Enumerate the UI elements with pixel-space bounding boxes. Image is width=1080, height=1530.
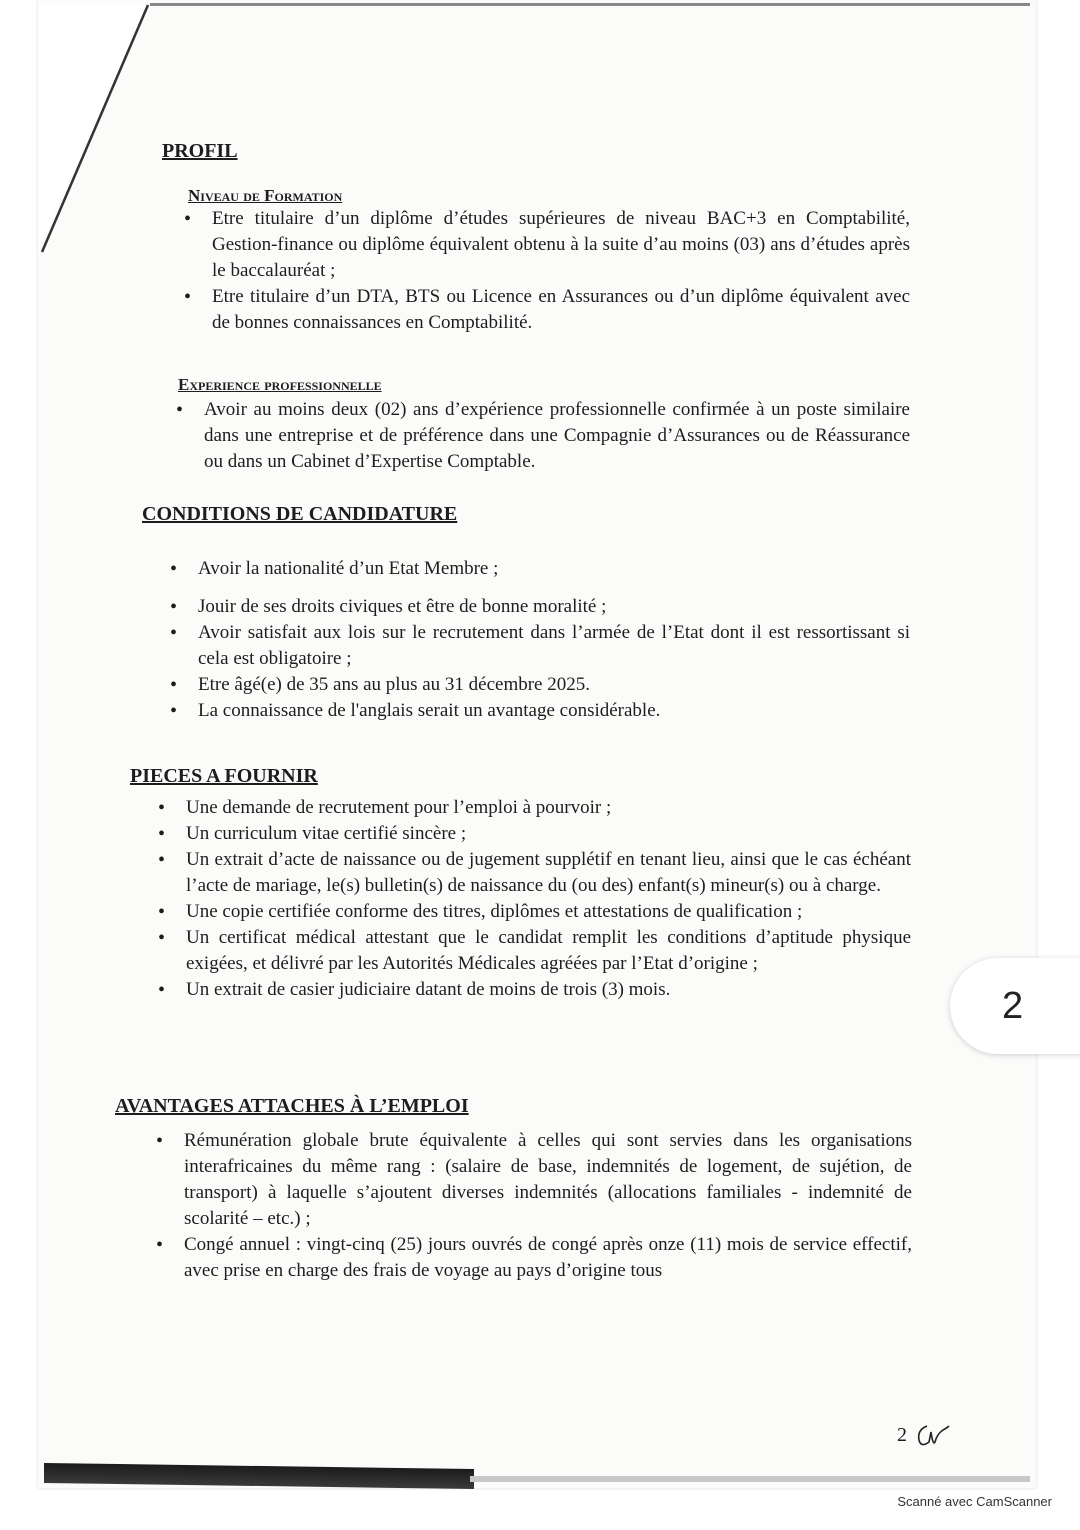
section-title-avantages: AVANTAGES ATTACHES À L’EMPLOI <box>115 1095 469 1117</box>
list-item: • Un extrait de casier judiciaire datant de moins de trois (3) mois. <box>186 977 911 1003</box>
list-item: • Avoir la nationalité d’un Etat Membre ; <box>198 556 910 582</box>
page-indicator-badge[interactable] <box>950 958 1080 1054</box>
subsection-title-niveau: Niveau de Formation <box>188 186 343 205</box>
section-title-pieces: PIECES A FOURNIR <box>130 765 318 787</box>
list-item: • Une copie certifiée conforme des titres, diplômes et attestations de qualification ; <box>186 899 911 925</box>
page-indicator-number: 2 <box>1002 984 1024 1027</box>
page-fold-shadow <box>0 0 160 260</box>
list-item: • Etre titulaire d’un DTA, BTS ou Licence en Assurances ou d’un diplôme équivalent avec de bonnes connaissances en Comptabilité. <box>212 284 910 336</box>
list-item: • Rémunération globale brute équivalente à celles qui sont servies dans les organisations interafricaines du même rang : (salaire de base, indemnités de logement, de sujétion, de transport) à laquelle s’ajoutent diverses indemnités (allocations familiales - indemnité de scolarité – etc.) ; <box>184 1128 912 1232</box>
section-title-conditions: CONDITIONS DE CANDIDATURE <box>142 503 458 525</box>
handwritten-initials <box>913 1420 951 1452</box>
subsection-title-experience: Experience professionnelle <box>178 375 382 394</box>
list-item: • Etre âgé(e) de 35 ans au plus au 31 décembre 2025. <box>198 672 910 698</box>
page-number: 2 <box>897 1424 907 1446</box>
list-item: • Un certificat médical attestant que le candidat remplit les conditions d’aptitude physique exigées, et délivré par les Autorités Médicales agréées par l’Etat d’origine ; <box>186 925 911 977</box>
list-item: • Avoir au moins deux (02) ans d’expérience professionnelle confirmée à un poste similaire dans une entreprise et de préférence dans une Compagnie d’Assurances ou de Réassurance ou dans un Cabinet d’Expertise Comptable. <box>204 397 910 475</box>
list-item: • Un extrait d’acte de naissance ou de jugement supplétif en tenant lieu, ainsi que le cas échéant l’acte de mariage, le(s) bulletin(s) de naissance du (ou des) enfant(s) mineur(s) ou à charge. <box>186 847 911 899</box>
scanner-watermark: Scanné avec CamScanner <box>897 1494 1052 1509</box>
conditions-list <box>198 556 910 724</box>
pieces-list <box>186 795 911 1003</box>
scan-bottom-edge-light <box>470 1476 1030 1482</box>
niveau-list <box>212 206 910 336</box>
list-item: • Jouir de ses droits civiques et être de bonne moralité ; <box>198 594 910 620</box>
experience-list <box>204 397 910 475</box>
list-item: • Une demande de recrutement pour l’emploi à pourvoir ; <box>186 795 911 821</box>
list-item: • Avoir satisfait aux lois sur le recrutement dans l’armée de l’Etat dont il est ressortissant si cela est obligatoire ; <box>198 620 910 672</box>
avantages-list <box>184 1128 912 1284</box>
section-title-profil: PROFIL <box>162 140 238 162</box>
list-item: • Etre titulaire d’un diplôme d’études supérieures de niveau BAC+3 en Comptabilité, Gestion-finance ou diplôme équivalent obtenu à la suite d’au moins (03) ans d’études après le baccalauréat ; <box>212 206 910 284</box>
list-item: • La connaissance de l'anglais serait un avantage considérable. <box>198 698 910 724</box>
list-item: • Un curriculum vitae certifié sincère ; <box>186 821 911 847</box>
list-item: • Congé annuel : vingt-cinq (25) jours ouvrés de congé après onze (11) mois de service effectif, avec prise en charge des frais de voyage au pays d’origine tous <box>184 1232 912 1284</box>
scan-top-edge <box>150 3 1030 6</box>
